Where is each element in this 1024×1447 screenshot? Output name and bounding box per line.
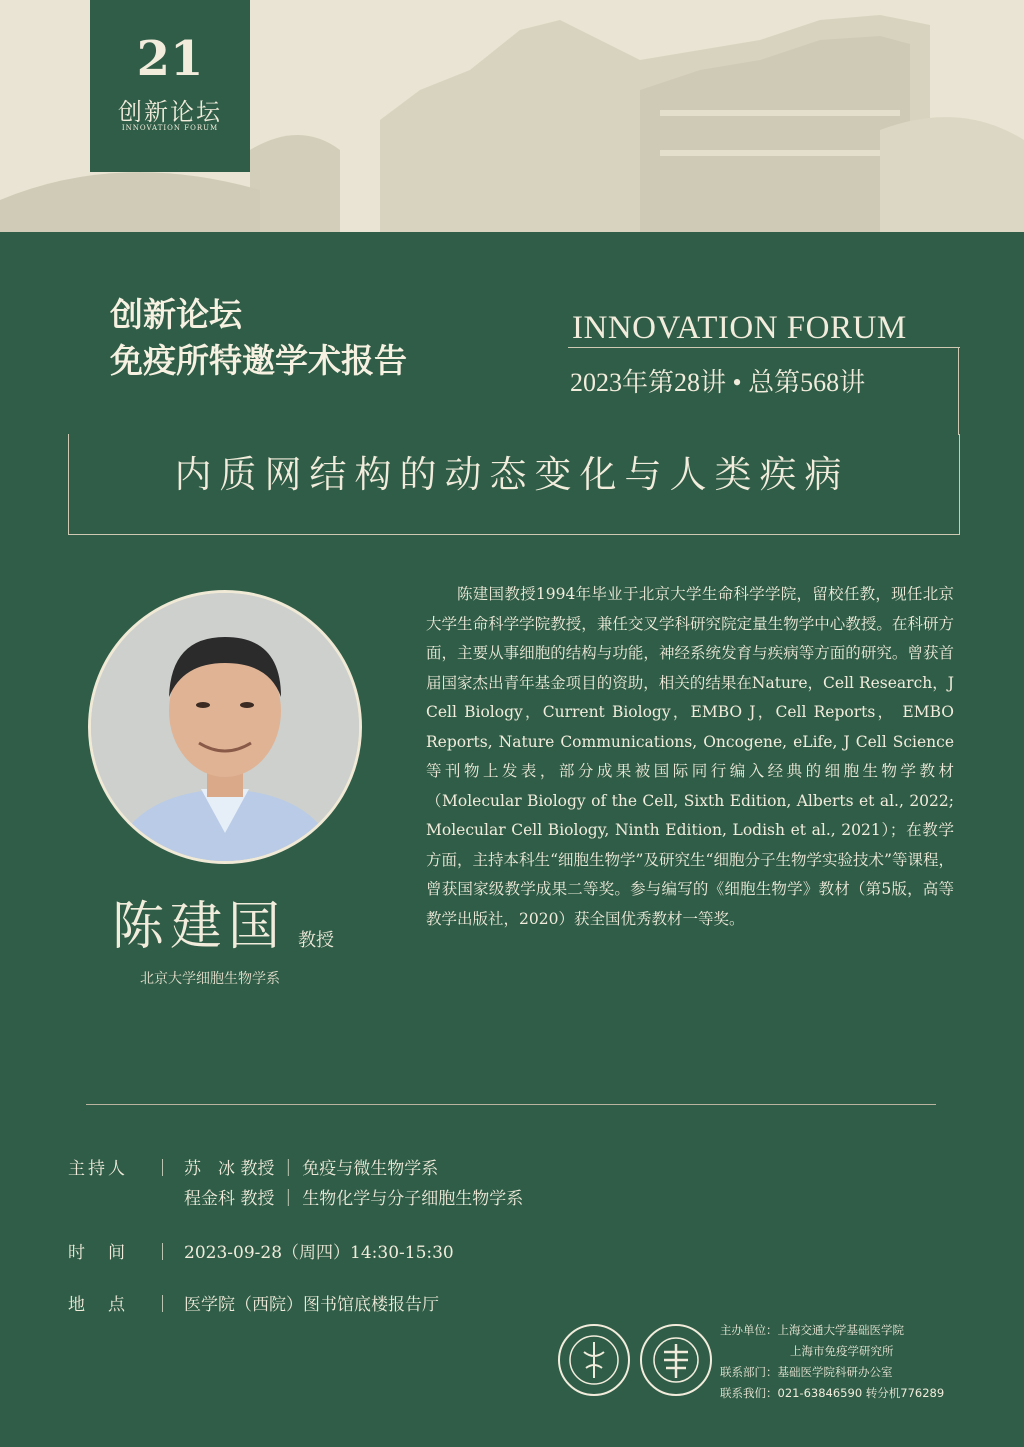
host-label: 主持人: [68, 1159, 128, 1179]
footer-emblems: [556, 1322, 716, 1406]
forum-title-line2: 免疫所特邀学术报告: [110, 341, 407, 380]
series-number: 2023年第28讲 • 总第568讲: [570, 368, 866, 397]
host-2: 程金科 教授 ｜ 生物化学与分子细胞生物学系: [184, 1189, 524, 1209]
logo-number: 21: [136, 31, 204, 87]
place-value: 医学院（西院）图书馆底楼报告厅: [184, 1295, 439, 1315]
place-label: 地 点: [68, 1295, 128, 1315]
time-row: [68, 1238, 454, 1263]
time-label: 时 间: [68, 1243, 128, 1263]
frame-line-top: [568, 347, 960, 348]
forum-logo: [90, 0, 250, 172]
organizer-line4: 联系我们：021-63846590 转分机776289: [720, 1386, 945, 1400]
host-sep: ｜: [154, 1159, 171, 1179]
institute-emblem: [641, 1325, 711, 1395]
time-value: 2023-09-28（周四）14:30-15:30: [184, 1243, 454, 1263]
place-row: [68, 1290, 439, 1315]
forum-title-en: INNOVATION FORUM: [572, 310, 907, 346]
section-divider: [86, 1104, 936, 1105]
forum-title-line1: 创新论坛: [110, 295, 242, 334]
institution-emblems: [556, 1322, 716, 1402]
speaker-department: 北京大学细胞生物学系: [140, 971, 280, 987]
host-row-2: [184, 1184, 523, 1209]
forum-title: [110, 292, 407, 384]
speaker-title: 教授: [298, 930, 334, 951]
logo-en-text: INNOVATION FORUM: [121, 124, 219, 132]
logo-cn-text: 创新论坛: [118, 98, 222, 126]
time-sep: ｜: [154, 1243, 171, 1263]
college-emblem: [559, 1325, 629, 1395]
speaker-bio: 陈建国教授1994年毕业于北京大学生命科学学院，留校任教，现任北京大学生命科学学院教授，兼任交叉学科研究院定量生物学中心教授。在科研方面，主要从事细胞的结构与功能，神经系统发育与疾病等方面的研究。曾获首届国家杰出青年基金项目的资助，相关的结果在Nature，Cell Research，J Cell Biology，Current Biology，EMBO J，Cell Reports， EMBO Reports, Nature Communications, Oncogene, eLife, J Cell Science等刊物上发表，部分成果被国际同行编入经典的细胞生物学教材（Molecular Biology of the Cell, Sixth Edition, Alberts et al., 2022; Molecular Cell Biology, Ninth Edition, Lodish et al., 2021）；在教学方面，主持本科生“细胞生物学”及研究生“细胞分子生物学实验技术”等课程，曾获国家级教学成果二等奖。参与编写的《细胞生物学》教材（第5版，高等教学出版社，2020）获全国优秀教材一等奖。: [426, 585, 954, 928]
place-sep: ｜: [154, 1295, 171, 1315]
frame-line-right: [958, 347, 959, 435]
speaker-name: 陈建国: [112, 897, 287, 957]
report-title: 内质网结构的动态变化与人类疾病: [174, 453, 850, 496]
portrait-image: [91, 593, 359, 861]
organizer-line1: 主办单位：上海交通大学基础医学院: [720, 1323, 904, 1337]
organizers: [720, 1320, 944, 1404]
host-row: [68, 1154, 438, 1179]
organizer-line2: 上海市免疫学研究所: [790, 1344, 894, 1358]
organizer-line3: 联系部门：基础医学院科研办公室: [720, 1365, 893, 1379]
speaker-photo: [88, 590, 362, 864]
host-1: 苏 冰 教授 ｜ 免疫与微生物学系: [184, 1159, 439, 1179]
